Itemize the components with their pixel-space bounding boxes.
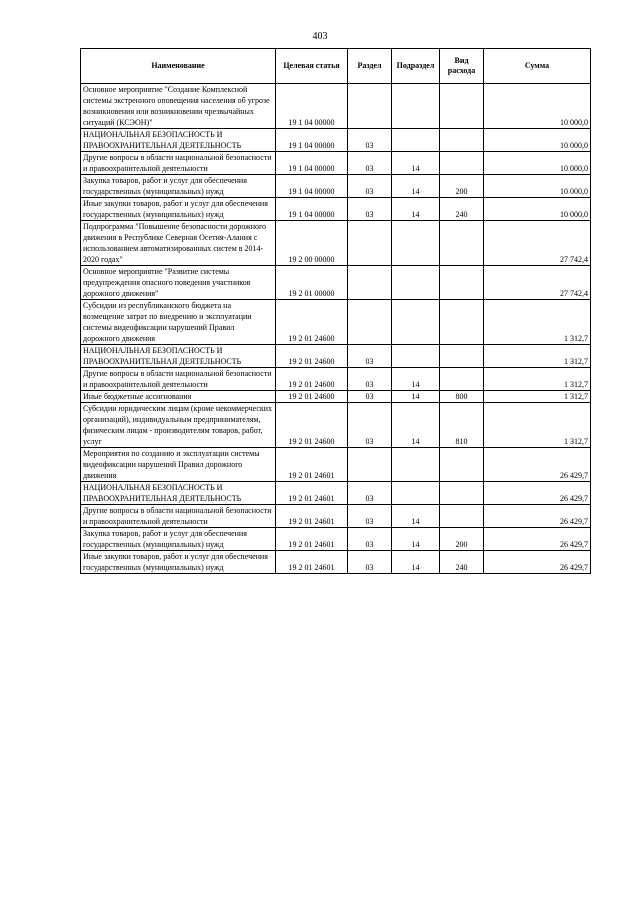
row-section: 03: [348, 345, 392, 368]
row-subsection: 14: [392, 152, 440, 175]
row-amount: 27 742,4: [484, 266, 591, 300]
row-subsection: 14: [392, 505, 440, 528]
row-subsection: 14: [392, 528, 440, 551]
table-row: [81, 345, 591, 368]
row-name: НАЦИОНАЛЬНАЯ БЕЗОПАСНОСТЬ И ПРАВООХРАНИТЕЛЬНАЯ ДЕЯТЕЛЬНОСТЬ: [81, 345, 276, 368]
row-amount: 1 312,7: [484, 391, 591, 403]
row-subsection: 14: [392, 198, 440, 221]
row-code: 19 2 00 00000: [276, 221, 348, 266]
row-code: 19 2 01 00000: [276, 266, 348, 300]
table-header-row: [81, 49, 591, 84]
row-code: 19 2 01 24601: [276, 528, 348, 551]
row-code: 19 2 01 24600: [276, 403, 348, 448]
row-code: 19 2 01 24600: [276, 300, 348, 345]
row-name: Иные закупки товаров, работ и услуг для обеспечения государственных (муниципальных) нужд: [81, 198, 276, 221]
table-row: [81, 403, 591, 448]
row-amount: 1 312,7: [484, 368, 591, 391]
row-expense-type: 810: [440, 403, 484, 448]
row-amount: 10 000,0: [484, 152, 591, 175]
row-section: 03: [348, 368, 392, 391]
table-row: [81, 221, 591, 266]
row-subsection: [392, 300, 440, 345]
header-name: Наименование: [81, 49, 276, 84]
row-code: 19 1 04 00000: [276, 152, 348, 175]
row-subsection: [392, 266, 440, 300]
row-amount: 27 742,4: [484, 221, 591, 266]
row-name: Закупка товаров, работ и услуг для обеспечения государственных (муниципальных) нужд: [81, 528, 276, 551]
row-code: 19 2 01 24601: [276, 505, 348, 528]
budget-table: [80, 48, 591, 574]
table-row: [81, 551, 591, 574]
row-code: 19 1 04 00000: [276, 198, 348, 221]
row-name: Субсидии из республиканского бюджета на возмещение затрат по внедрению и эксплуатации системы видеофиксации нарушений Правил дорожного движения: [81, 300, 276, 345]
table-row: [81, 300, 591, 345]
row-expense-type: [440, 345, 484, 368]
row-section: 03: [348, 528, 392, 551]
table-row: [81, 152, 591, 175]
table-row: [81, 482, 591, 505]
table-row: [81, 129, 591, 152]
header-subsection: Подраздел: [392, 49, 440, 84]
table-row: [81, 266, 591, 300]
row-name: Иные бюджетные ассигнования: [81, 391, 276, 403]
row-code: 19 1 04 00000: [276, 84, 348, 129]
table-row: [81, 505, 591, 528]
row-expense-type: [440, 448, 484, 482]
row-name: Мероприятия по созданию и эксплуатации системы видеофиксации нарушений Правил дорожного движения: [81, 448, 276, 482]
row-subsection: [392, 129, 440, 152]
row-amount: 10 000,0: [484, 175, 591, 198]
row-subsection: 14: [392, 551, 440, 574]
row-section: [348, 266, 392, 300]
header-expense-type: Вид расхода: [440, 49, 484, 84]
header-amount: Сумма: [484, 49, 591, 84]
row-amount: 26 429,7: [484, 528, 591, 551]
row-name: Другие вопросы в области национальной безопасности и правоохранительной деятельности: [81, 152, 276, 175]
row-section: [348, 221, 392, 266]
row-name: НАЦИОНАЛЬНАЯ БЕЗОПАСНОСТЬ И ПРАВООХРАНИТЕЛЬНАЯ ДЕЯТЕЛЬНОСТЬ: [81, 129, 276, 152]
row-name: Другие вопросы в области национальной безопасности и правоохранительной деятельности: [81, 368, 276, 391]
row-amount: 1 312,7: [484, 403, 591, 448]
row-subsection: [392, 84, 440, 129]
row-section: 03: [348, 198, 392, 221]
row-expense-type: [440, 84, 484, 129]
row-amount: 1 312,7: [484, 345, 591, 368]
row-name: Субсидии юридическим лицам (кроме некоммерческих организаций), индивидуальным предпринимателям, физическим лицам - производителям товаров, работ, услуг: [81, 403, 276, 448]
row-expense-type: [440, 300, 484, 345]
row-subsection: [392, 482, 440, 505]
row-expense-type: 200: [440, 528, 484, 551]
row-section: 03: [348, 152, 392, 175]
row-expense-type: [440, 482, 484, 505]
row-name: Основное мероприятие "Создание Комплексной системы экстренного оповещения населения об угрозе возникновения или возникновении чрезвычайных ситуаций (КСЭОН)": [81, 84, 276, 129]
row-expense-type: 800: [440, 391, 484, 403]
row-subsection: [392, 221, 440, 266]
row-subsection: 14: [392, 403, 440, 448]
row-section: 03: [348, 175, 392, 198]
row-section: [348, 448, 392, 482]
row-amount: 10 000,0: [484, 129, 591, 152]
row-code: 19 2 01 24600: [276, 345, 348, 368]
table-row: [81, 368, 591, 391]
row-section: 03: [348, 505, 392, 528]
row-amount: 26 429,7: [484, 505, 591, 528]
row-subsection: [392, 448, 440, 482]
row-expense-type: 240: [440, 551, 484, 574]
row-amount: 26 429,7: [484, 482, 591, 505]
row-name: Подпрограмма "Повышение безопасности дорожного движения в Республике Северная Осетия-Алания с использованием автоматизированных систем в 2014-2020 годах": [81, 221, 276, 266]
row-name: Основное мероприятие "Развитие системы предупреждения опасного поведения участников дорожного движения": [81, 266, 276, 300]
row-section: [348, 84, 392, 129]
table-body: [81, 84, 591, 574]
table-row: [81, 198, 591, 221]
row-name: Другие вопросы в области национальной безопасности и правоохранительной деятельности: [81, 505, 276, 528]
row-amount: 10 000,0: [484, 198, 591, 221]
row-amount: 10 000,0: [484, 84, 591, 129]
row-expense-type: 200: [440, 175, 484, 198]
row-expense-type: [440, 368, 484, 391]
row-section: 03: [348, 403, 392, 448]
row-code: 19 2 01 24601: [276, 448, 348, 482]
row-expense-type: 240: [440, 198, 484, 221]
table-row: [81, 84, 591, 129]
row-amount: 1 312,7: [484, 300, 591, 345]
row-amount: 26 429,7: [484, 551, 591, 574]
row-subsection: [392, 345, 440, 368]
row-name: НАЦИОНАЛЬНАЯ БЕЗОПАСНОСТЬ И ПРАВООХРАНИТЕЛЬНАЯ ДЕЯТЕЛЬНОСТЬ: [81, 482, 276, 505]
row-expense-type: [440, 266, 484, 300]
row-code: 19 2 01 24601: [276, 482, 348, 505]
table-row: [81, 528, 591, 551]
row-subsection: 14: [392, 368, 440, 391]
row-expense-type: [440, 152, 484, 175]
row-name: Закупка товаров, работ и услуг для обеспечения государственных (муниципальных) нужд: [81, 175, 276, 198]
row-expense-type: [440, 505, 484, 528]
row-code: 19 2 01 24600: [276, 368, 348, 391]
table-row: [81, 448, 591, 482]
row-section: 03: [348, 129, 392, 152]
row-code: 19 1 04 00000: [276, 129, 348, 152]
row-code: 19 2 01 24601: [276, 551, 348, 574]
table-row: [81, 175, 591, 198]
row-section: 03: [348, 551, 392, 574]
table-row: [81, 391, 591, 403]
row-section: 03: [348, 391, 392, 403]
row-amount: 26 429,7: [484, 448, 591, 482]
row-name: Иные закупки товаров, работ и услуг для обеспечения государственных (муниципальных) нужд: [81, 551, 276, 574]
row-code: 19 2 01 24600: [276, 391, 348, 403]
row-subsection: 14: [392, 391, 440, 403]
page-number: 403: [312, 31, 328, 42]
header-code: Целевая статья: [276, 49, 348, 84]
header-section: Раздел: [348, 49, 392, 84]
row-expense-type: [440, 129, 484, 152]
row-expense-type: [440, 221, 484, 266]
row-section: 03: [348, 482, 392, 505]
row-subsection: 14: [392, 175, 440, 198]
row-code: 19 1 04 00000: [276, 175, 348, 198]
row-section: [348, 300, 392, 345]
